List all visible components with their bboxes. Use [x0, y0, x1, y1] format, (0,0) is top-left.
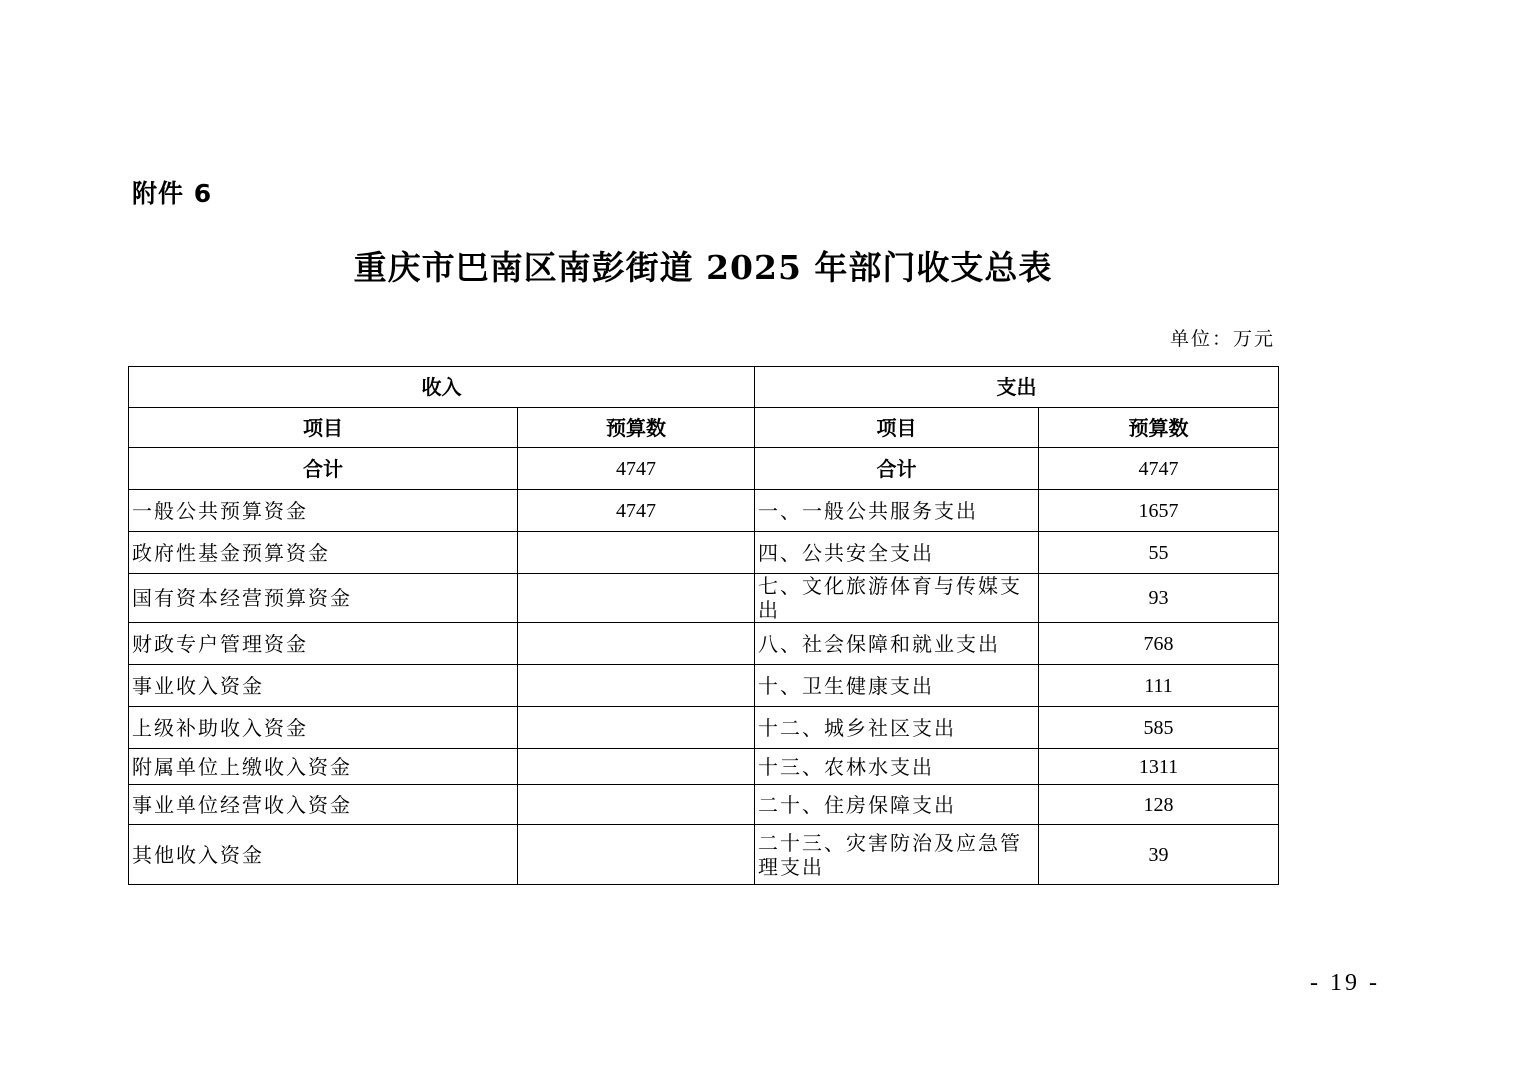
income-item: 一般公共预算资金 [129, 490, 518, 532]
income-value [518, 749, 755, 785]
expense-value: 1657 [1039, 490, 1279, 532]
income-budget-column-header: 预算数 [518, 408, 755, 448]
page-number: - 19 - [1310, 970, 1380, 996]
income-total-label: 合计 [129, 448, 518, 490]
attachment-label: 附件 6 [132, 179, 213, 208]
expense-item: 七、文化旅游体育与传媒支出 [755, 574, 1039, 623]
income-value [518, 574, 755, 623]
budget-summary-table [128, 366, 1279, 885]
table-row [129, 623, 1279, 665]
income-value [518, 532, 755, 574]
expense-value: 93 [1039, 574, 1279, 623]
expense-value: 39 [1039, 825, 1279, 885]
income-value [518, 825, 755, 885]
table-row [129, 825, 1279, 885]
table-row [129, 532, 1279, 574]
expense-total-value: 4747 [1039, 448, 1279, 490]
table-row [129, 574, 1279, 623]
expense-item: 十、卫生健康支出 [755, 665, 1039, 707]
income-value [518, 665, 755, 707]
table-row [129, 665, 1279, 707]
expense-value: 111 [1039, 665, 1279, 707]
income-value [518, 785, 755, 825]
income-total-value: 4747 [518, 448, 755, 490]
income-item: 上级补助收入资金 [129, 707, 518, 749]
income-value: 4747 [518, 490, 755, 532]
document-title: 重庆市巴南区南彭街道 2025 年部门收支总表 [353, 248, 1053, 287]
table-row [129, 490, 1279, 532]
column-header-row [129, 408, 1279, 448]
expense-header: 支出 [755, 367, 1279, 408]
income-item: 事业单位经营收入资金 [129, 785, 518, 825]
expense-budget-column-header: 预算数 [1039, 408, 1279, 448]
expense-item: 八、社会保障和就业支出 [755, 623, 1039, 665]
expense-item: 二十三、灾害防治及应急管理支出 [755, 825, 1039, 885]
expense-item: 四、公共安全支出 [755, 532, 1039, 574]
income-item: 事业收入资金 [129, 665, 518, 707]
expense-item: 一、一般公共服务支出 [755, 490, 1039, 532]
expense-item-column-header: 项目 [755, 408, 1039, 448]
expense-total-label: 合计 [755, 448, 1039, 490]
income-item: 国有资本经营预算资金 [129, 574, 518, 623]
table-row [129, 707, 1279, 749]
expense-item: 十三、农林水支出 [755, 749, 1039, 785]
expense-value: 128 [1039, 785, 1279, 825]
unit-label: 单位：万元 [1169, 328, 1275, 350]
income-value [518, 707, 755, 749]
income-header: 收入 [129, 367, 755, 408]
table-row [129, 749, 1279, 785]
expense-item: 二十、住房保障支出 [755, 785, 1039, 825]
expense-value: 585 [1039, 707, 1279, 749]
income-item: 附属单位上缴收入资金 [129, 749, 518, 785]
expense-value: 1311 [1039, 749, 1279, 785]
expense-value: 55 [1039, 532, 1279, 574]
income-item-column-header: 项目 [129, 408, 518, 448]
expense-item: 十二、城乡社区支出 [755, 707, 1039, 749]
table-row [129, 785, 1279, 825]
total-row [129, 448, 1279, 490]
expense-value: 768 [1039, 623, 1279, 665]
income-value [518, 623, 755, 665]
income-item: 政府性基金预算资金 [129, 532, 518, 574]
income-item: 其他收入资金 [129, 825, 518, 885]
income-item: 财政专户管理资金 [129, 623, 518, 665]
section-header-row [129, 367, 1279, 408]
